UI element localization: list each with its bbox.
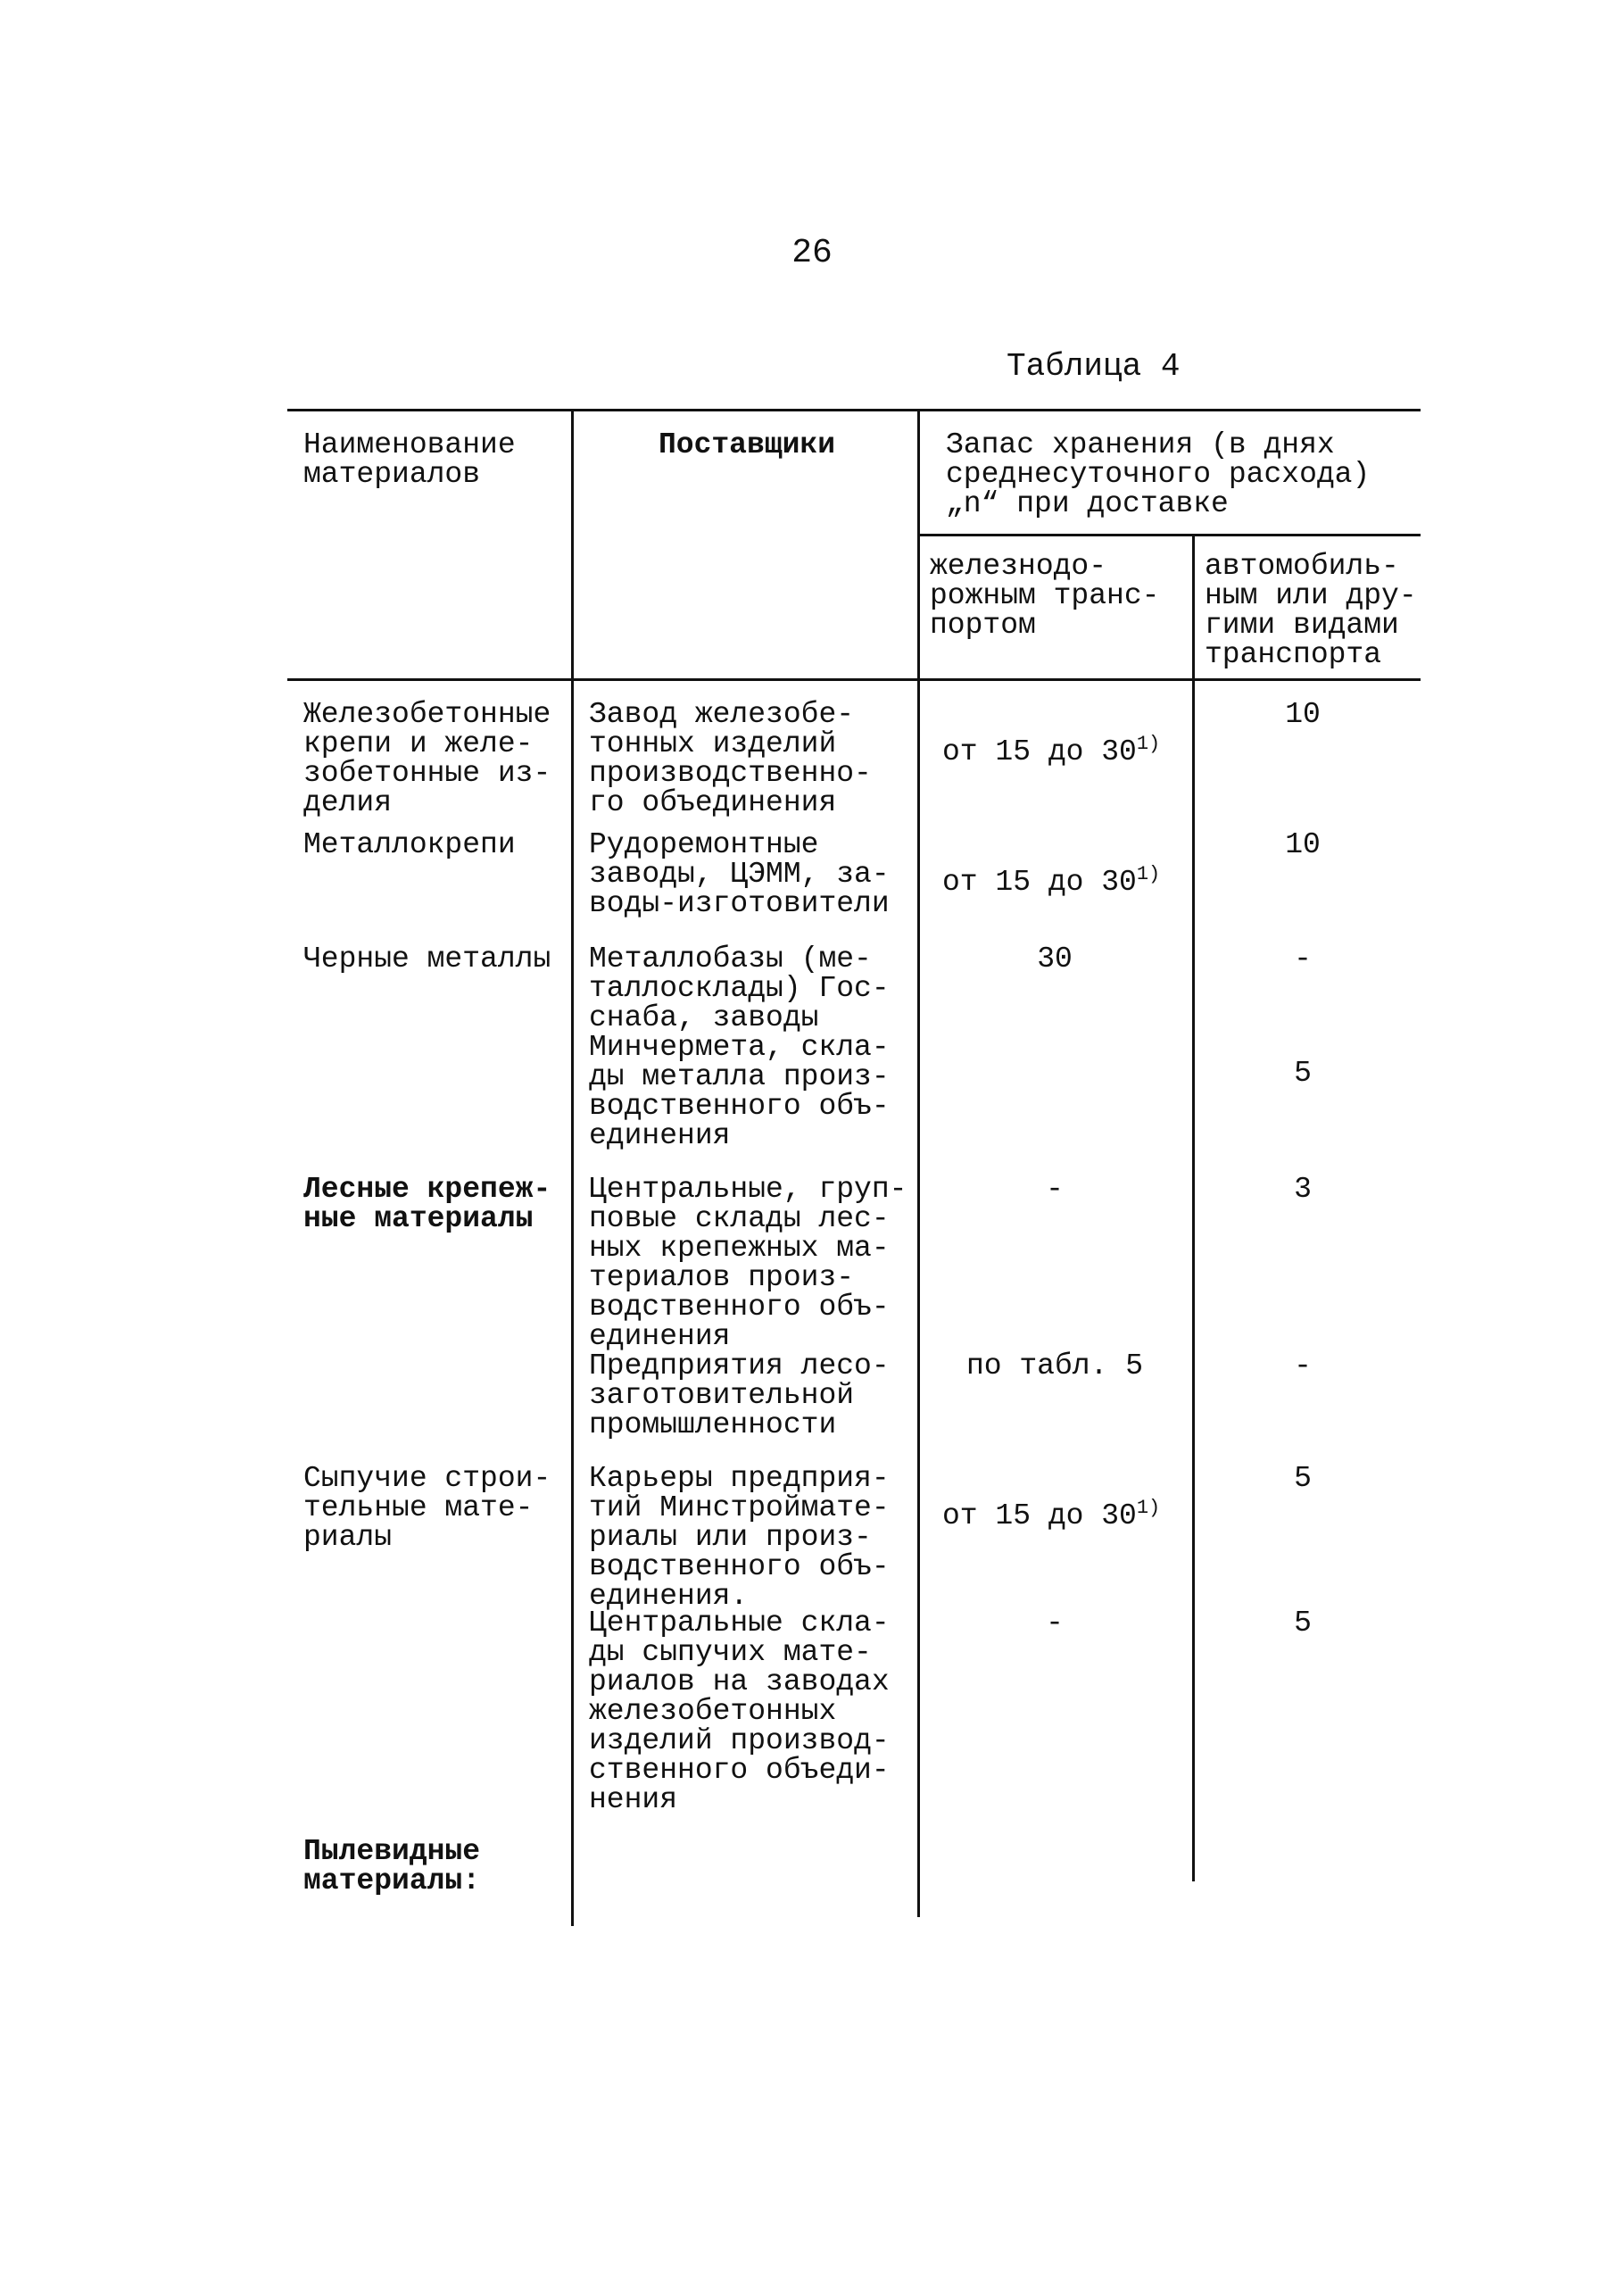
row4-material: Лесные крепеж- ные материалы xyxy=(303,1173,551,1235)
row2-supplier: Рудоремонтные заводы, ЦЭММ, за- воды-изготовители xyxy=(589,828,890,920)
row1-supplier: Завод железобе- тонных изделий производственно- го объединения xyxy=(589,698,872,819)
row6-supplier: Карьеры предприя- тий Минстроймате- риалы или произ- водственного объ- единения. xyxy=(589,1462,890,1613)
row4-auto: 3 xyxy=(1294,1173,1312,1206)
storage-table xyxy=(287,409,1421,1926)
row3-material: Черные металлы xyxy=(303,942,551,976)
row4-supplier: Центральные, груп- повые склады лес- ных крепежных ма- териалов произ- водственного объ- единения xyxy=(589,1173,907,1353)
header-materials: Наименование материалов xyxy=(303,428,516,491)
row2-rail-footnote: 1) xyxy=(1136,863,1161,885)
header-rail: железнодо- рожным транс- портом xyxy=(930,550,1160,642)
divider-col3 xyxy=(1192,534,1195,1881)
header-bottom-rule xyxy=(287,678,1421,681)
table-top-rule xyxy=(287,409,1421,411)
row7-auto: 5 xyxy=(1294,1607,1312,1640)
row3-auto-second: 5 xyxy=(1294,1057,1312,1090)
row3-supplier: Металлобазы (ме- таллосклады) Гос- снаба, заводы Минчермета, скла- ды металла произ- водственного объ- единения xyxy=(589,942,890,1152)
header-auto: автомобиль- ным или дру- гими видами транспорта xyxy=(1205,550,1417,671)
row3-rail: 30 xyxy=(1037,942,1073,976)
row2-material: Металлокрепи xyxy=(303,828,516,861)
row7-supplier: Центральные скла- ды сыпучих мате- риалов на заводах железобетонных изделий производ- ственного объеди- нения xyxy=(589,1607,890,1816)
header-storage-group: Запас хранения (в днях среднесуточного расхода) „n“ при доставке xyxy=(946,428,1371,520)
row1-rail-value: от 15 до 30 xyxy=(942,735,1137,768)
row6-rail xyxy=(942,1464,1183,1531)
row1-auto: 10 xyxy=(1285,698,1321,731)
row2-rail xyxy=(942,830,1183,897)
row1-material: Железобетонные крепи и желе- зобетонные из- делия xyxy=(303,698,551,819)
row1-rail xyxy=(942,700,1183,767)
row6-rail-value: от 15 до 30 xyxy=(942,1499,1137,1532)
row6-material: Сыпучие строи- тельные мате- риалы xyxy=(303,1462,551,1554)
row6-auto: 5 xyxy=(1294,1462,1312,1495)
row3-auto: - xyxy=(1294,942,1312,976)
page-number: 26 xyxy=(791,234,833,272)
row4-rail: - xyxy=(1046,1173,1064,1206)
row8-material: Пылевидные материалы: xyxy=(303,1835,481,1897)
row2-auto: 10 xyxy=(1285,828,1321,861)
row6-rail-footnote: 1) xyxy=(1136,1497,1161,1519)
row7-rail: - xyxy=(1046,1607,1064,1640)
row5-supplier: Предприятия лесо- заготовительной промышленности xyxy=(589,1349,890,1441)
header-suppliers: Поставщики xyxy=(658,428,836,461)
table-caption: Таблица 4 xyxy=(1007,348,1181,385)
subheader-rule xyxy=(919,534,1421,536)
divider-col2 xyxy=(917,409,920,1917)
divider-col1 xyxy=(571,409,574,1926)
row5-auto: - xyxy=(1294,1349,1312,1382)
row5-rail: по табл. 5 xyxy=(965,1349,1144,1382)
row2-rail-value: от 15 до 30 xyxy=(942,866,1137,899)
row1-rail-footnote: 1) xyxy=(1136,733,1161,755)
